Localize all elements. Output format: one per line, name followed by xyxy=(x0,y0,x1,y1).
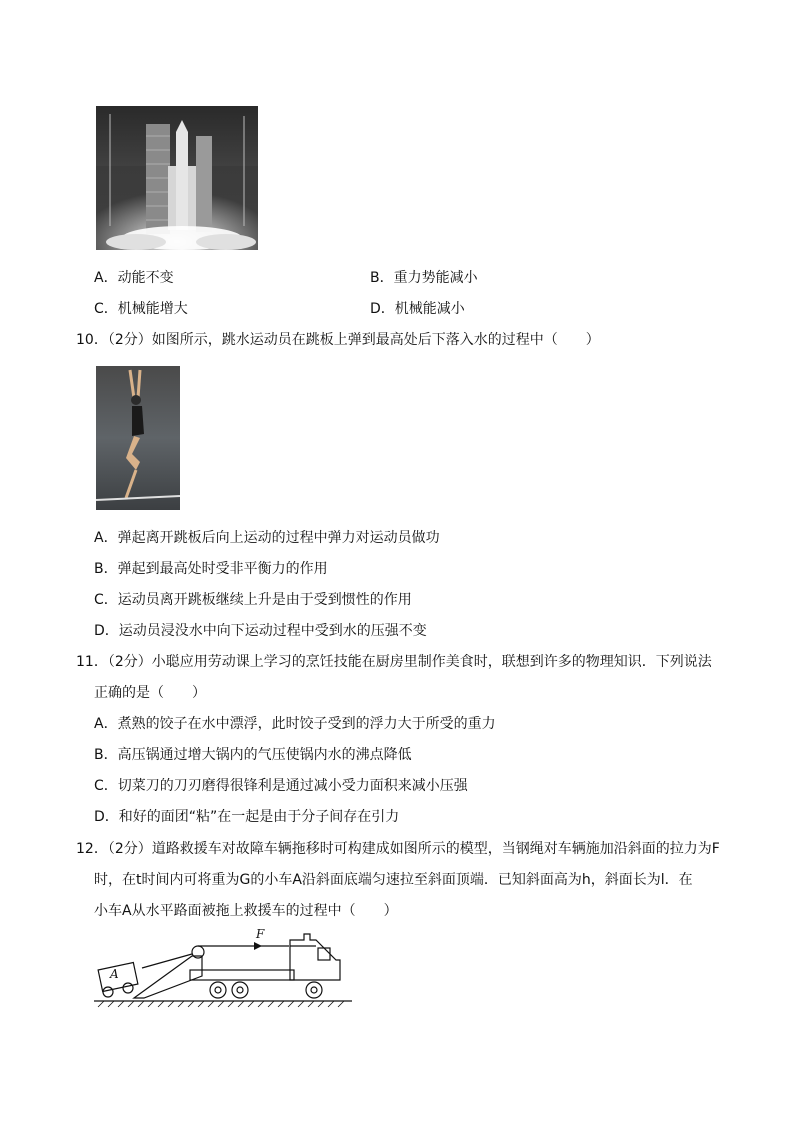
q10-option-b: B．弹起到最高处时受非平衡力的作用 xyxy=(94,561,328,577)
q9-option-c: C．机械能增大 xyxy=(94,301,188,317)
q9-option-d: D．机械能减小 xyxy=(370,301,465,317)
q10-option-a: A．弹起离开跳板后向上运动的过程中弹力对运动员做功 xyxy=(94,530,440,546)
q10-option-d: D．运动员浸没水中向下运动过程中受到水的压强不变 xyxy=(94,623,427,639)
q9-option-a: A．动能不变 xyxy=(94,270,174,286)
q12-stem-line3: 小车A从水平路面被拖上救援车的过程中（ ） xyxy=(94,903,398,919)
q9-option-b: B．重力势能减小 xyxy=(370,270,478,286)
truck-cabin xyxy=(290,934,340,980)
force-label: F xyxy=(256,927,265,941)
car-label: A xyxy=(110,967,119,981)
q12-stem-line2: 时，在t时间内可将重为G的小车A沿斜面底端匀速拉至斜面顶端．已知斜面高为h，斜面长为l．在 xyxy=(94,872,693,888)
rocket-launch-photo xyxy=(96,106,258,250)
q11-option-a: A．煮熟的饺子在水中漂浮，此时饺子受到的浮力大于所受的重力 xyxy=(94,716,496,732)
car-wheel xyxy=(123,983,133,993)
diver-photo xyxy=(96,366,180,510)
q11-option-b: B．高压锅通过增大锅内的气压使锅内水的沸点降低 xyxy=(94,747,412,763)
incline-ramp xyxy=(134,956,202,998)
truck-wheel xyxy=(306,982,322,998)
q11-stem-line2: 正确的是（ ） xyxy=(94,685,206,701)
truck-wheel xyxy=(232,982,248,998)
q11-option-d: D．和好的面团“粘”在一起是由于分子间存在引力 xyxy=(94,809,400,825)
q10-stem: 10．（2分）如图所示，跳水运动员在跳板上弹到最高处后下落入水的过程中（ ） xyxy=(76,332,600,348)
q11-option-c: C．切菜刀的刀刃磨得很锋利是通过减小受力面积来减小压强 xyxy=(94,778,468,794)
truck-wheel xyxy=(210,982,226,998)
q10-option-c: C．运动员离开跳板继续上升是由于受到惯性的作用 xyxy=(94,592,412,608)
tow-truck-diagram xyxy=(94,926,354,1012)
car-wheel xyxy=(103,987,113,997)
diver-image xyxy=(96,366,180,510)
q12-stem-line1: 12．（2分）道路救援车对故障车辆拖移时可构建成如图所示的模型，当钢绳对车辆施加沿斜面的拉力为F xyxy=(76,841,720,857)
force-arrow-head xyxy=(254,942,262,950)
rocket-launch-image xyxy=(96,106,258,250)
q11-stem-line1: 11．（2分）小聪应用劳动课上学习的烹饪技能在厨房里制作美食时，联想到许多的物理知识．下列说法 xyxy=(76,654,712,670)
tow-truck-svg xyxy=(94,926,354,1008)
